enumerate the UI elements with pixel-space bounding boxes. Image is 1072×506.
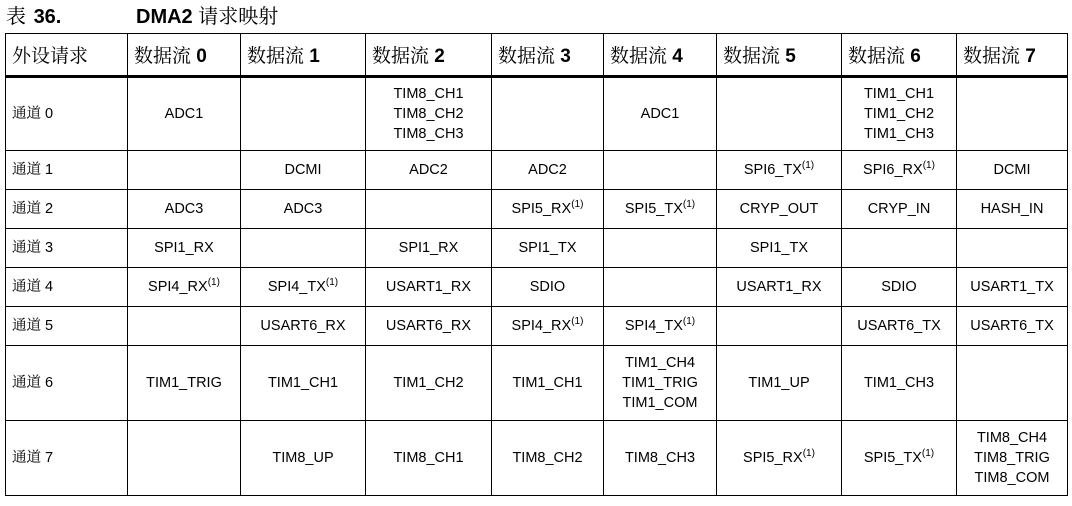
caption-prefix: 表 bbox=[6, 6, 26, 28]
header-stream-4 bbox=[604, 34, 717, 77]
mapping-cell bbox=[957, 307, 1068, 346]
caption-number: 36. bbox=[33, 6, 62, 28]
mapping-cell bbox=[957, 268, 1068, 307]
footnote-ref: (1) bbox=[802, 448, 815, 459]
request-name: DCMI bbox=[284, 162, 322, 178]
channel-label: 通道 4 bbox=[6, 268, 128, 307]
mapping-cell bbox=[604, 346, 717, 421]
mapping-cell bbox=[957, 421, 1068, 496]
mapping-cell bbox=[366, 151, 492, 190]
request-name: SPI4_TX$^{(1)}$ bbox=[267, 277, 339, 295]
footnote-ref: (1) bbox=[325, 277, 339, 288]
mapping-cell bbox=[604, 307, 717, 346]
request-name: SPI1_RX bbox=[398, 240, 459, 256]
mapping-cell bbox=[842, 421, 957, 496]
request-name: SPI5_TX$^{(1)}$ bbox=[863, 448, 935, 466]
request-name: TIM1_TRIG bbox=[622, 375, 698, 391]
mapping-cell bbox=[842, 151, 957, 190]
mapping-cell bbox=[366, 77, 492, 151]
request-name: SDIO bbox=[881, 279, 917, 295]
channel-label: 通道 7 bbox=[6, 421, 128, 496]
request-name: TIM1_CH2 bbox=[863, 106, 935, 122]
header-stream-prefix: 数据流 bbox=[723, 46, 781, 67]
request-name: TIM1_CH1 bbox=[512, 375, 583, 391]
footnote-ref: (1) bbox=[682, 199, 696, 210]
channel-label: 通道 6 bbox=[6, 346, 128, 421]
mapping-cell bbox=[492, 307, 604, 346]
mapping-cell bbox=[604, 190, 717, 229]
header-stream-6 bbox=[842, 34, 957, 77]
request-name: USART1_RX bbox=[736, 279, 822, 295]
request-name: SPI1_RX bbox=[154, 240, 214, 256]
request-name: TIM8_TRIG bbox=[974, 450, 1050, 466]
caption-title bbox=[136, 2, 278, 32]
mapping-cell bbox=[604, 77, 717, 151]
mapping-cell bbox=[366, 307, 492, 346]
table-row bbox=[6, 421, 1068, 496]
mapping-cell bbox=[717, 346, 842, 421]
mapping-cell bbox=[717, 268, 842, 307]
header-stream-number: 0 bbox=[196, 46, 207, 67]
request-name: ADC3 bbox=[283, 201, 323, 217]
header-stream-1 bbox=[241, 34, 366, 77]
header-stream-5 bbox=[717, 34, 842, 77]
request-name: TIM1_CH2 bbox=[393, 375, 464, 391]
mapping-cell bbox=[128, 151, 241, 190]
table-row bbox=[6, 268, 1068, 307]
footnote-ref: (1) bbox=[922, 160, 935, 171]
header-stream-number: 5 bbox=[785, 46, 796, 67]
footnote-ref: (1) bbox=[571, 316, 584, 327]
mapping-cell bbox=[492, 151, 604, 190]
request-name: SDIO bbox=[529, 279, 566, 295]
channel-label: 通道 0 bbox=[6, 77, 128, 151]
request-name: SPI1_TX bbox=[518, 240, 577, 256]
request-name: SPI6_TX$^{(1)}$ bbox=[743, 160, 815, 178]
mapping-cell bbox=[604, 268, 717, 307]
channel-label: 通道 3 bbox=[6, 229, 128, 268]
header-stream-number: 3 bbox=[560, 46, 571, 67]
request-name: CRYP_OUT bbox=[739, 201, 819, 217]
mapping-cell bbox=[241, 307, 366, 346]
mapping-cell bbox=[842, 268, 957, 307]
header-stream-prefix: 数据流 bbox=[848, 46, 906, 67]
channel-label: 通道 5 bbox=[6, 307, 128, 346]
mapping-cell bbox=[842, 307, 957, 346]
mapping-cell bbox=[717, 307, 842, 346]
mapping-cell bbox=[128, 307, 241, 346]
mapping-cell bbox=[366, 190, 492, 229]
table-row bbox=[6, 151, 1068, 190]
mapping-cell bbox=[366, 229, 492, 268]
mapping-cell bbox=[492, 190, 604, 229]
request-name: ADC2 bbox=[409, 162, 448, 178]
mapping-cell bbox=[842, 190, 957, 229]
request-name: TIM8_CH3 bbox=[393, 126, 464, 142]
header-stream-number: 2 bbox=[434, 46, 445, 67]
header-stream-number: 6 bbox=[910, 46, 921, 67]
mapping-cell bbox=[717, 77, 842, 151]
mapping-cell bbox=[241, 421, 366, 496]
mapping-cell bbox=[241, 346, 366, 421]
mapping-cell bbox=[128, 77, 241, 151]
header-stream-3 bbox=[492, 34, 604, 77]
table-header-row bbox=[6, 34, 1068, 77]
header-stream-prefix: 数据流 bbox=[372, 46, 430, 67]
table-row bbox=[6, 229, 1068, 268]
mapping-cell bbox=[842, 229, 957, 268]
mapping-cell bbox=[492, 421, 604, 496]
request-name: USART1_RX bbox=[385, 279, 472, 295]
header-stream-prefix: 数据流 bbox=[134, 46, 192, 67]
request-name: TIM8_CH3 bbox=[624, 450, 696, 466]
mapping-cell bbox=[366, 346, 492, 421]
request-name: TIM8_COM bbox=[974, 470, 1050, 486]
request-name: HASH_IN bbox=[980, 201, 1044, 217]
request-name: ADC2 bbox=[528, 162, 567, 178]
request-name: TIM1_UP bbox=[748, 375, 810, 391]
mapping-cell bbox=[128, 190, 241, 229]
mapping-cell bbox=[604, 421, 717, 496]
request-name: SPI5_TX$^{(1)}$ bbox=[624, 199, 696, 217]
request-name: SPI6_RX$^{(1)}$ bbox=[863, 160, 935, 178]
mapping-cell bbox=[241, 229, 366, 268]
request-name: USART6_TX bbox=[970, 318, 1054, 334]
request-name: ADC3 bbox=[164, 201, 204, 217]
request-name: TIM8_CH2 bbox=[512, 450, 583, 466]
request-name: TIM1_CH1 bbox=[863, 86, 935, 102]
table-body bbox=[6, 77, 1068, 496]
caption-title-rest: 请求映射 bbox=[192, 6, 279, 28]
request-name: SPI1_TX bbox=[749, 240, 809, 256]
mapping-cell bbox=[128, 346, 241, 421]
mapping-cell bbox=[717, 190, 842, 229]
request-name: ADC1 bbox=[164, 106, 204, 122]
request-name: TIM1_COM bbox=[622, 395, 698, 411]
request-name: TIM8_UP bbox=[272, 450, 334, 466]
request-name: ADC1 bbox=[640, 106, 680, 122]
mapping-cell bbox=[492, 229, 604, 268]
channel-label: 通道 1 bbox=[6, 151, 128, 190]
request-name: TIM1_CH1 bbox=[267, 375, 339, 391]
mapping-cell bbox=[957, 151, 1068, 190]
request-name: TIM1_CH3 bbox=[863, 126, 935, 142]
request-name: TIM1_CH4 bbox=[624, 355, 696, 371]
request-name: TIM1_TRIG bbox=[146, 375, 222, 391]
request-name: TIM8_CH1 bbox=[393, 450, 464, 466]
request-name: CRYP_IN bbox=[867, 201, 931, 217]
request-name: TIM8_CH4 bbox=[976, 430, 1048, 446]
mapping-cell bbox=[604, 229, 717, 268]
table-row bbox=[6, 346, 1068, 421]
table-row bbox=[6, 77, 1068, 151]
request-name: USART6_RX bbox=[385, 318, 472, 334]
mapping-cell bbox=[842, 77, 957, 151]
request-name: USART6_TX bbox=[857, 318, 941, 334]
mapping-cell bbox=[492, 346, 604, 421]
request-name: USART1_TX bbox=[970, 279, 1054, 295]
mapping-cell bbox=[717, 151, 842, 190]
table-row bbox=[6, 190, 1068, 229]
footnote-ref: (1) bbox=[571, 199, 584, 210]
request-name: SPI4_RX$^{(1)}$ bbox=[148, 277, 220, 295]
request-name: SPI4_RX$^{(1)}$ bbox=[511, 316, 584, 334]
header-stream-prefix: 数据流 bbox=[247, 46, 305, 67]
mapping-cell bbox=[717, 229, 842, 268]
footnote-ref: (1) bbox=[801, 160, 815, 171]
mapping-cell bbox=[366, 421, 492, 496]
header-stream-number: 1 bbox=[309, 46, 320, 67]
header-peripheral-request: 外设请求 bbox=[6, 34, 128, 77]
request-name: SPI5_RX$^{(1)}$ bbox=[743, 448, 815, 466]
request-name: TIM8_CH1 bbox=[393, 86, 464, 102]
request-name: USART6_RX bbox=[260, 318, 346, 334]
header-stream-0 bbox=[128, 34, 241, 77]
header-stream-2 bbox=[366, 34, 492, 77]
mapping-cell bbox=[492, 268, 604, 307]
request-name: TIM8_CH2 bbox=[393, 106, 464, 122]
table-row bbox=[6, 307, 1068, 346]
mapping-cell bbox=[604, 151, 717, 190]
mapping-cell bbox=[241, 268, 366, 307]
header-stream-number: 7 bbox=[1025, 46, 1036, 67]
mapping-cell bbox=[957, 190, 1068, 229]
mapping-cell bbox=[241, 151, 366, 190]
footnote-ref: (1) bbox=[921, 448, 935, 459]
header-stream-prefix: 数据流 bbox=[610, 46, 668, 67]
mapping-cell bbox=[957, 229, 1068, 268]
table-caption bbox=[6, 2, 279, 32]
dma2-request-mapping-table bbox=[5, 33, 1068, 496]
mapping-cell bbox=[957, 346, 1068, 421]
mapping-cell bbox=[241, 77, 366, 151]
mapping-cell bbox=[366, 268, 492, 307]
mapping-cell bbox=[957, 77, 1068, 151]
caption-title-bold: DMA2 bbox=[136, 6, 193, 28]
request-name: DCMI bbox=[993, 162, 1031, 178]
footnote-ref: (1) bbox=[682, 316, 696, 327]
mapping-cell bbox=[717, 421, 842, 496]
mapping-cell bbox=[492, 77, 604, 151]
request-name: SPI5_RX$^{(1)}$ bbox=[511, 199, 584, 217]
mapping-cell bbox=[842, 346, 957, 421]
header-stream-7 bbox=[957, 34, 1068, 77]
footnote-ref: (1) bbox=[207, 277, 220, 288]
request-name: SPI4_TX$^{(1)}$ bbox=[624, 316, 696, 334]
mapping-cell bbox=[128, 229, 241, 268]
header-stream-prefix: 数据流 bbox=[498, 46, 556, 67]
request-name: TIM1_CH3 bbox=[863, 375, 935, 391]
mapping-cell bbox=[241, 190, 366, 229]
header-stream-number: 4 bbox=[672, 46, 683, 67]
header-stream-prefix: 数据流 bbox=[963, 46, 1021, 67]
mapping-cell bbox=[128, 268, 241, 307]
mapping-cell bbox=[128, 421, 241, 496]
channel-label: 通道 2 bbox=[6, 190, 128, 229]
